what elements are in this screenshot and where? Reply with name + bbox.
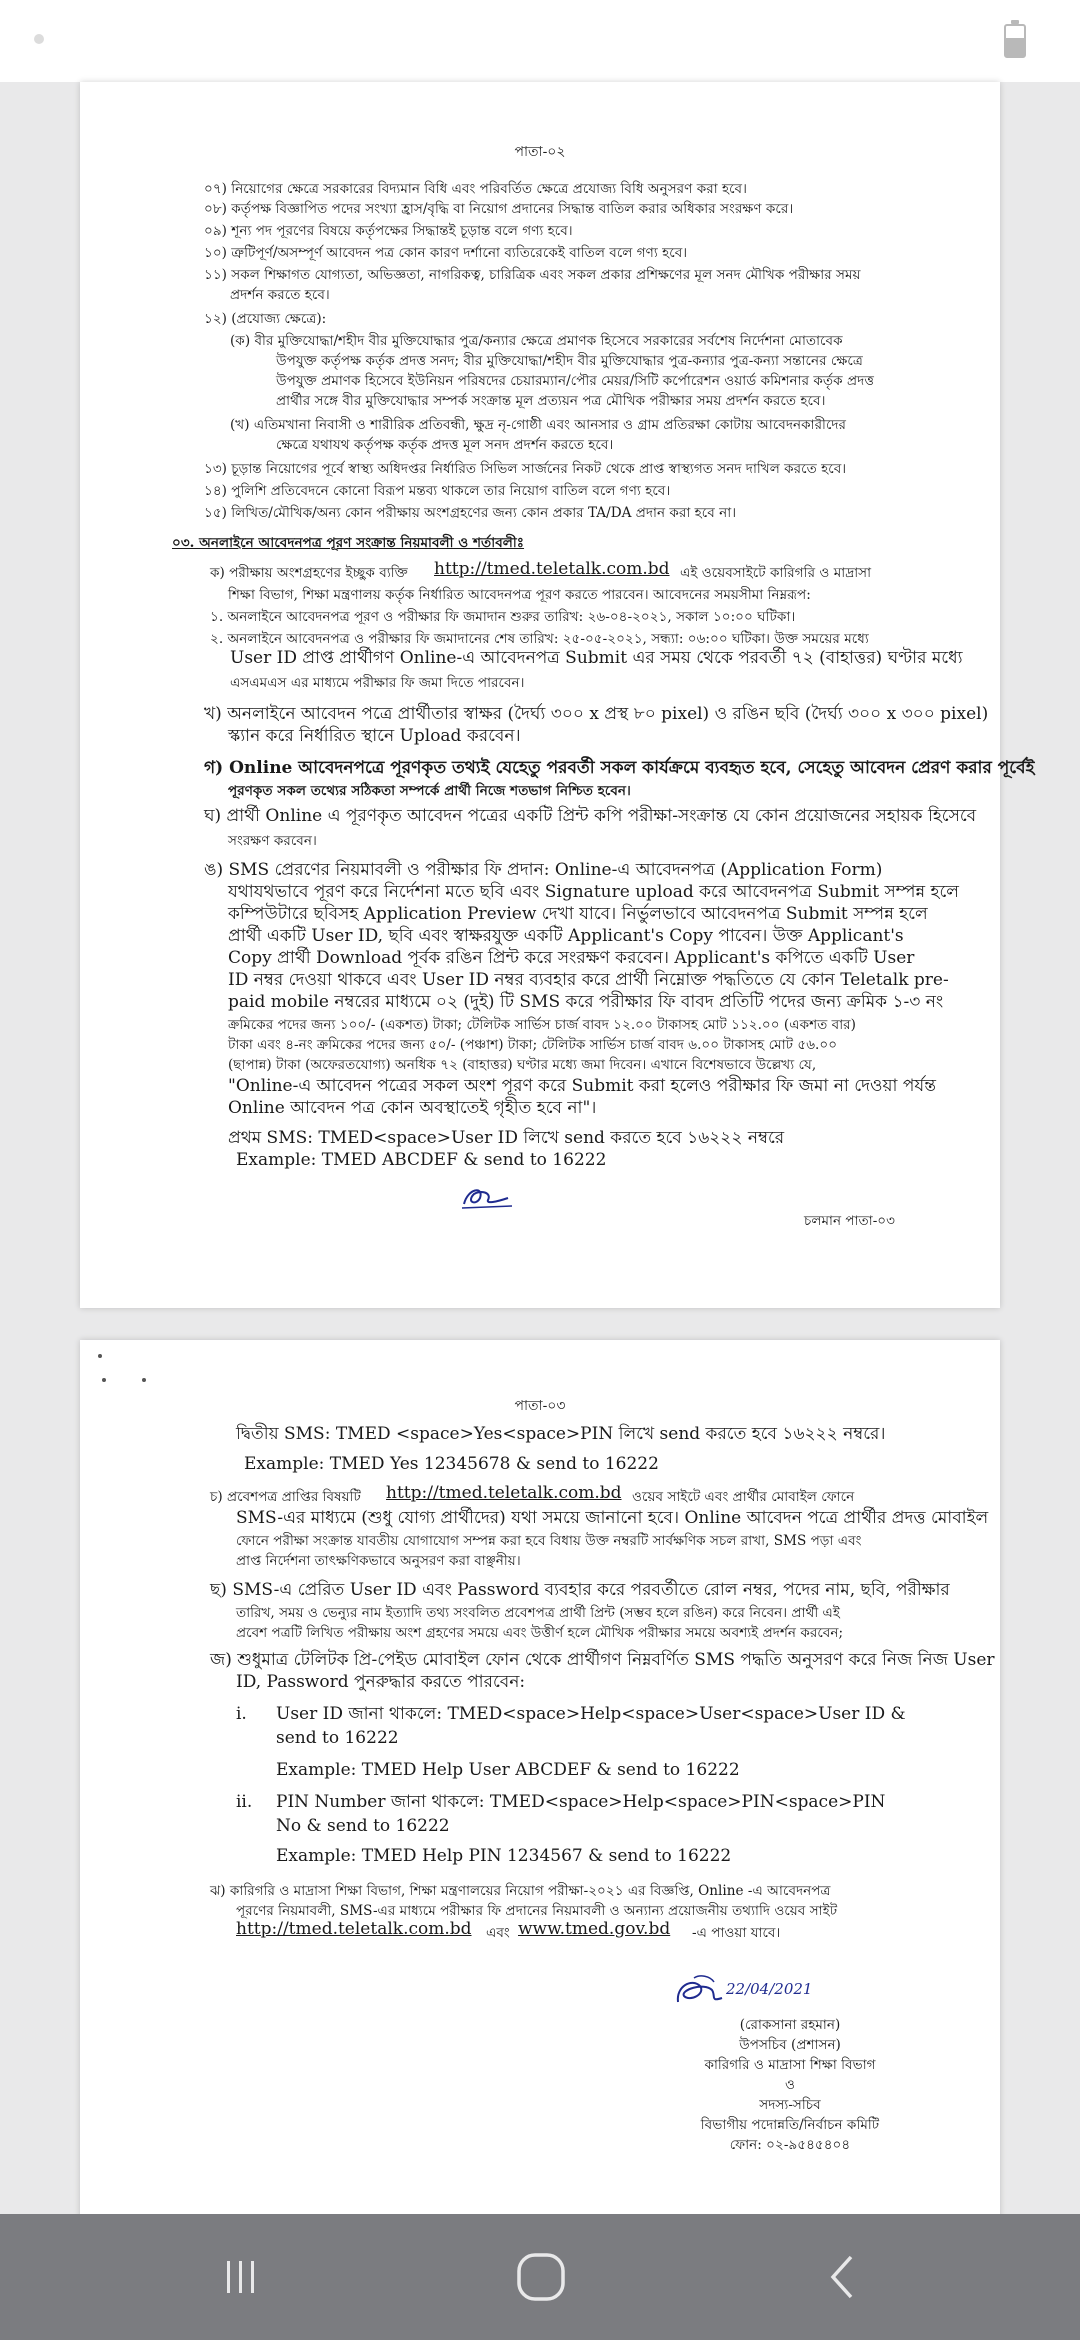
doc-line: paid mobile নম্বরের মাধ্যমে ০২ (দুই) টি SMS করে পরীক্ষার ফি বাবদ প্রতিটি পদের জন্য ক্রমিক ১-৩ নং [228, 992, 944, 1012]
doc-line: ওয়েব সাইটে এবং প্রার্থীর মোবাইল ফোনে [632, 1489, 855, 1505]
doc-line: উপযুক্ত প্রমাণক হিসেবে ইউনিয়ন পরিষদের চেয়ারম্যান/পৌর মেয়র/সিটি কর্পোরেশন ওয়ার্ড কমিশনার কর্তৃক প্রদত্ত [276, 373, 874, 389]
teletalk-link[interactable]: http://tmed.teletalk.com.bd [386, 1483, 622, 1503]
doc-line: ১৩) চূড়ান্ত নিয়োগের পূর্বে স্বাস্থ্য অধিদপ্তর নির্ধারিত সিভিল সার্জনের নিকট থেকে প্রাপ্ত স্বাস্থ্যগত সনদ দাখিল করতে হবে। [204, 461, 847, 477]
doc-line: টাকা এবং ৪-নং ক্রমিকের পদের জন্য ৫০/- (পঞ্চাশ) টাকা; টেলিটক সার্ভিস চার্জ বাবদ ৬.০০ টাকাসহ মোট ৫৬.০০ [228, 1037, 838, 1053]
doc-line: ১২) (প্রযোজ্য ক্ষেত্রে): [204, 311, 327, 327]
doc-line: ১. অনলাইনে আবেদনপত্র পূরণ ও পরীক্ষার ফি জমাদান শুরুর তারিখ: ২৬-০৪-২০২১, সকাল ১০:০০ ঘটিকা। [210, 609, 796, 625]
doc-line: পূরণের নিয়মাবলী, SMS-এর মাধ্যমে পরীক্ষার ফি প্রদানের নিয়মাবলী ও অন্যান্য প্রয়োজনীয় তথ্যাদি ওয়েব সাইট [236, 1903, 838, 1919]
doc-line: উপযুক্ত কর্তৃপক্ষ কর্তৃক প্রদত্ত সনদ; বীর মুক্তিযোদ্ধা/শহীদ বীর মুক্তিযোদ্ধার পুত্র-কন্যার পুত্র-কন্যা সন্তানের ক্ষেত্রে [276, 353, 863, 369]
teletalk-link[interactable]: http://tmed.teletalk.com.bd [236, 1919, 472, 1939]
doc-line: User ID জানা থাকলে: TMED<space>Help<space>User<space>User ID & [276, 1704, 906, 1724]
doc-line: SMS-এর মাধ্যমে (শুধু যোগ্য প্রার্থীদের) যথা সময়ে জানানো হবে। Online আবেদন পত্রে প্রার্থীর প্রদত্ত মোবাইল [236, 1508, 989, 1528]
doc-line: ০৯) শূন্য পদ পূরণের বিষয়ে কর্তৃপক্ষের সিদ্ধান্তই চূড়ান্ত বলে গণ্য হবে। [204, 223, 573, 239]
doc-line: ঘ) প্রার্থী Online এ পূরণকৃত আবেদন পত্রের একটি প্রিন্ট কপি পরীক্ষা-সংক্রান্ত যে কোন প্রয়োজনের সহায়ক হিসেবে [204, 806, 977, 826]
section-heading: ০৩. অনলাইনে আবেদনপত্র পূরণ সংক্রান্ত নিয়মাবলী ও শর্তাবলীঃ [172, 535, 525, 551]
second-sms-example: Example: TMED Yes 12345678 & send to 16222 [244, 1454, 659, 1474]
doc-line: ১০) ত্রুটিপূর্ণ/অসম্পূর্ণ আবেদন পত্র কোন কারণ দর্শানো ব্যতিরেকেই বাতিল বলে গণ্য হবে। [204, 245, 688, 261]
battery-icon [1004, 24, 1026, 58]
doc-line: খ) অনলাইনে আবেদন পত্রে প্রার্থীতার স্বাক্ষর (দৈর্ঘ্য ৩০০ x প্রস্থ ৮০ pixel) ও রঙিন ছবি (দৈর্ঘ্য ৩০০ x ৩০০ pixel) [204, 704, 989, 724]
signatory-line: কারিগরি ও মাদ্রাসা শিক্ষা বিভাগ [704, 2057, 876, 2073]
doc-line: শিক্ষা বিভাগ, শিক্ষা মন্ত্রণালয় কর্তৃক নির্ধারিত আবেদনপত্র পূরণ করতে পারবেন। আবেদনের সময়সীমা নিম্নরূপ: [228, 587, 811, 603]
first-sms-example: Example: TMED ABCDEF & send to 16222 [236, 1150, 607, 1170]
list-marker: ii. [236, 1792, 253, 1812]
status-dot-icon [34, 34, 44, 44]
teletalk-link[interactable]: http://tmed.teletalk.com.bd [434, 559, 670, 579]
document-page-2 [80, 1340, 1000, 2240]
signatory-line: উপসচিব (প্রশাসন) [739, 2037, 841, 2053]
tmed-gov-link[interactable]: www.tmed.gov.bd [518, 1919, 671, 1939]
signatory-name: (রোকসানা রহমান) [739, 2017, 841, 2033]
signatory-line: ও [784, 2077, 795, 2093]
doc-line: যথাযথভাবে পূরণ করে নির্দেশনা মতে ছবি এবং Signature upload করে আবেদনপত্র Submit সম্পন্ন হলে [228, 882, 959, 902]
doc-line: জ) শুধুমাত্র টেলিটক প্রি-পেইড মোবাইল ফোন থেকে প্রার্থীগণ নিম্নবর্ণিত SMS পদ্ধতি অনুসরণ করে নিজ নিজ User [210, 1650, 995, 1670]
doc-line: ১৪) পুলিশি প্রতিবেদনে কোনো বিরূপ মন্তব্য থাকলে তার নিয়োগ বাতিল বলে গণ্য হবে। [204, 483, 671, 499]
doc-line: সংরক্ষণ করবেন। [228, 833, 317, 849]
doc-line: ID নম্বর দেওয়া থাকবে এবং User ID নম্বর ব্যবহার করে প্রার্থী নিম্নোক্ত পদ্ধতিতে যে কোন Teletalk pre- [228, 970, 949, 990]
doc-line: স্ক্যান করে নির্ধারিত স্থানে Upload করবেন। [228, 726, 521, 746]
doc-line: প্রাপ্ত নির্দেশনা তাৎক্ষণিকভাবে অনুসরণ করা বাঞ্ছনীয়। [236, 1553, 521, 1569]
doc-line: ফোনে পরীক্ষা সংক্রান্ত যাবতীয় যোগাযোগ সম্পন্ন করা হবে বিধায় উক্ত নম্বরটি সার্বক্ষণিক সচল রাখা, SMS পড়া এবং [236, 1533, 862, 1549]
doc-line: ১১) সকল শিক্ষাগত যোগ্যতা, অভিজ্ঞতা, নাগরিকত্ব, চারিত্রিক এবং সকল প্রকার প্রশিক্ষণের মূল সনদ মৌখিক পরীক্ষার সময় [204, 267, 861, 283]
recents-icon [219, 2255, 263, 2299]
doc-line: এবং [486, 1925, 510, 1941]
recents-button[interactable] [206, 2244, 276, 2310]
doc-line: ঙ) SMS প্রেরণের নিয়মাবলী ও পরীক্ষার ফি প্রদান: Online-এ আবেদনপত্র (Application Form) [204, 860, 883, 880]
doc-line: (ছাপান্ন) টাকা (অফেরতযোগ্য) অনধিক ৭২ (বাহাত্তর) ঘণ্টার মধ্যে জমা দিবেন। এখানে বিশেষভাবে উল্লেখ্য যে, [228, 1057, 817, 1073]
back-button[interactable] [808, 2244, 878, 2310]
doc-line: ID, Password পুনরুদ্ধার করতে পারবেন: [236, 1672, 526, 1692]
doc-line: এসএমএস এর মাধ্যমে পরীক্ষার ফি জমা দিতে পারবেন। [230, 675, 525, 691]
doc-line: ঝ) কারিগরি ও মাদ্রাসা শিক্ষা বিভাগ, শিক্ষা মন্ত্রণালয়ের নিয়োগ পরীক্ষা-২০২১ এর বিজ্ঞপ্তি, Online -এ আবেদনপত্র [210, 1883, 831, 1899]
doc-line: ক) পরীক্ষায় অংশগ্রহণের ইচ্ছুক ব্যক্তি [210, 565, 408, 581]
signature-date: 22/04/2021 [726, 1980, 813, 1998]
doc-line: ০৮) কর্তৃপক্ষ বিজ্ঞাপিত পদের সংখ্যা হ্রাস/বৃদ্ধি বা নিয়োগ প্রদানের সিদ্ধান্ত বাতিল করার অধিকার সংরক্ষণ করে। [204, 201, 794, 217]
example-line: Example: TMED Help PIN 1234567 & send to 16222 [276, 1846, 732, 1866]
signatory-phone: ফোন: ০২-৯৫৪৫৪০৪ [729, 2137, 851, 2153]
doc-line: -এ পাওয়া যাবে। [692, 1925, 781, 1941]
doc-line: User ID প্রাপ্ত প্রার্থীগণ Online-এ আবেদনপত্র Submit এর সময় থেকে পরবর্তী ৭২ (বাহাত্তর) ঘণ্টার মধ্যে [230, 648, 963, 668]
page-number: পাতা-০৩ [514, 1398, 566, 1414]
doc-line: গ) Online আবেদনপত্রে পূরণকৃত তথ্যই যেহেতু পরবর্তী সকল কার্যক্রমে ব্যবহৃত হবে, সেহেতু আবেদন প্রেরণ করার পূর্বেই [204, 758, 1035, 778]
doc-line: ০৭) নিয়োগের ক্ষেত্রে সরকারের বিদ্যমান বিধি এবং পরিবর্তিত ক্ষেত্রে প্রযোজ্য বিধি অনুসরণ করা হবে। [204, 181, 747, 197]
doc-line: চ) প্রবেশপত্র প্রাপ্তির বিষয়টি [210, 1489, 361, 1505]
doc-line: তারিখ, সময় ও ভেন্যুর নাম ইত্যাদি তথ্য সংবলিত প্রবেশপত্র প্রার্থী প্রিন্ট (সম্ভব হলে রঙিন) করে নিবেন। প্রার্থী এই [236, 1605, 840, 1621]
doc-line: ২. অনলাইনে আবেদনপত্র ও পরীক্ষার ফি জমাদানের শেষ তারিখ: ২৫-০৫-২০২১, সন্ধ্যা: ০৬:০০ ঘটিকা। উক্ত সময়ের মধ্যে [210, 631, 869, 647]
doc-line: ক্ষেত্রে যথাযথ কর্তৃপক্ষ কর্তৃক প্রদত্ত মূল সনদ প্রদর্শন করতে হবে। [276, 437, 614, 453]
doc-line: PIN Number জানা থাকলে: TMED<space>Help<space>PIN<space>PIN [276, 1792, 886, 1812]
doc-line: ছ) SMS-এ প্রেরিত User ID এবং Password ব্যবহার করে পরবর্তীতে রোল নম্বর, পদের নাম, ছবি, পরীক্ষার [210, 1580, 950, 1600]
navigation-bar [0, 2214, 1080, 2340]
doc-line: ১৫) লিখিত/মৌখিক/অন্য কোন পরীক্ষায় অংশগ্রহণের জন্য কোন প্রকার TA/DA প্রদান করা হবে না। [204, 505, 737, 521]
signature-initial-icon [458, 1182, 516, 1212]
second-sms-instruction: দ্বিতীয় SMS: TMED <space>Yes<space>PIN লিখে send করতে হবে ১৬২২২ নম্বরে। [236, 1424, 886, 1444]
doc-line: কম্পিউটারে ছবিসহ Application Preview দেখা যাবে। নির্ভুলভাবে আবেদনপত্র Submit সম্পন্ন হলে [228, 904, 928, 924]
home-button[interactable] [506, 2244, 576, 2310]
doc-line: send to 16222 [276, 1728, 399, 1748]
list-marker: i. [236, 1704, 247, 1724]
example-line: Example: TMED Help User ABCDEF & send to 16222 [276, 1760, 740, 1780]
doc-line: প্রার্থী একটি User ID, ছবি এবং স্বাক্ষরযুক্ত একটি Applicant's Copy পাবেন। উক্ত Applicant's [228, 926, 904, 946]
doc-line: এই ওয়েবসাইটে কারিগরি ও মাদ্রাসা [680, 565, 872, 581]
home-icon [515, 2251, 567, 2303]
doc-line: Copy প্রার্থী Download পূর্বক রঙিন প্রিন্ট করে সংরক্ষণ করবেন। Applicant's কপিতে একটি User [228, 948, 915, 968]
page-number: পাতা-০২ [514, 144, 566, 160]
back-icon [821, 2253, 865, 2301]
doc-line: "Online-এ আবেদন পত্রের সকল অংশ পূরণ করে Submit করা হলেও পরীক্ষার ফি জমা না দেওয়া পর্যন্ত [228, 1076, 936, 1096]
signatory-line: বিভাগীয় পদোন্নতি/নির্বাচন কমিটি [700, 2117, 880, 2133]
doc-line: Online আবেদন পত্র কোন অবস্থাতেই গৃহীত হবে না"। [228, 1098, 597, 1118]
doc-line: প্রবেশ পত্রটি লিখিত পরীক্ষায় অংশ গ্রহণের সময়ে এবং উত্তীর্ণ হলে মৌখিক পরীক্ষার সময়ে অবশ্যই প্রদর্শন করবেন; [236, 1625, 844, 1641]
status-bar [0, 0, 1080, 82]
doc-line: (ক) বীর মুক্তিযোদ্ধা/শহীদ বীর মুক্তিযোদ্ধার পুত্র/কন্যার ক্ষেত্রে প্রমাণক হিসেবে সরকারের সর্বশেষ নির্দেশনা মোতাবেক [230, 333, 843, 349]
doc-line: ক্রমিকের পদের জন্য ১০০/- (একশত) টাকা; টেলিটক সার্ভিস চার্জ বাবদ ১২.০০ টাকাসহ মোট ১১২.০০ (একশত বার) [228, 1017, 856, 1033]
doc-line: (খ) এতিমখানা নিবাসী ও শারীরিক প্রতিবন্ধী, ক্ষুদ্র নৃ-গোষ্ঠী এবং আনসার ও গ্রাম প্রতিরক্ষা কোটায় আবেদনকারীদের [230, 417, 847, 433]
first-sms-instruction: প্রথম SMS: TMED<space>User ID লিখে send করতে হবে ১৬২২২ নম্বরে [228, 1128, 785, 1148]
continued-note: চলমান পাতা-০৩ [804, 1213, 895, 1229]
doc-line: No & send to 16222 [276, 1816, 450, 1836]
document-page-1 [80, 82, 1035, 1308]
doc-line: প্রার্থীর সঙ্গে বীর মুক্তিযোদ্ধার সম্পর্ক সংক্রান্ত মূল প্রত্যয়ন পত্র মৌখিক পরীক্ষার সময় প্রদর্শন করতে হবে। [276, 393, 826, 409]
doc-line: প্রদর্শন করতে হবে। [230, 287, 330, 303]
doc-line: পূরণকৃত সকল তথ্যের সঠিকতা সম্পর্কে প্রার্থী নিজে শতভাগ নিশ্চিত হবেন। [228, 783, 631, 799]
signatory-line: সদস্য-সচিব [759, 2097, 821, 2113]
